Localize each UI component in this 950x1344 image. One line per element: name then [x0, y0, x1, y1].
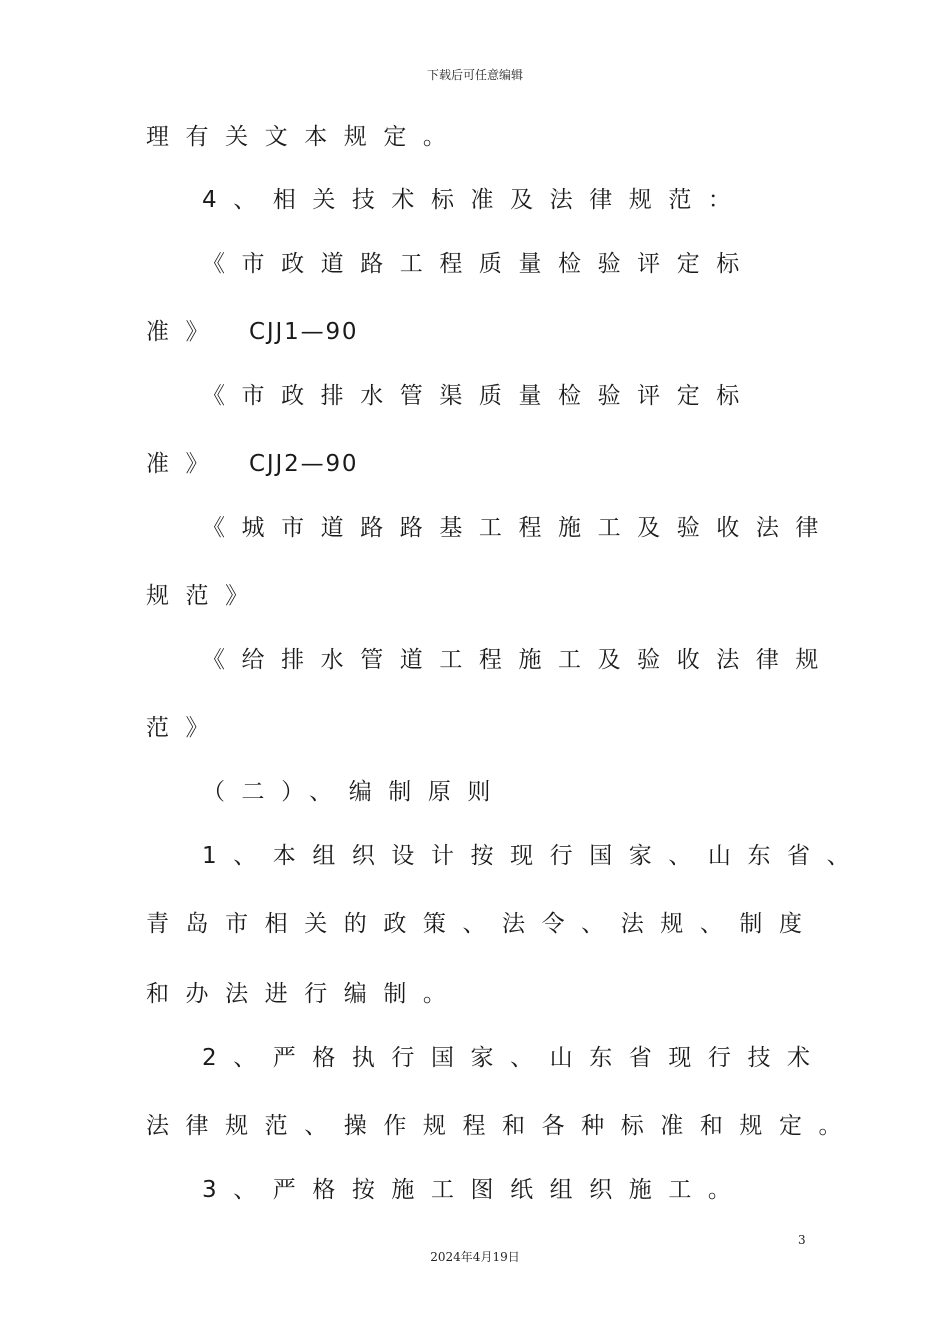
footer-date: 2024年4月19日 [430, 1250, 520, 1264]
page-header: 下载后可任意编辑 [426, 68, 523, 82]
text-line: 《城市道路路基工程施工及验收法律 [202, 515, 835, 541]
text-line: 青岛市相关的政策、法令、法规、制度 [146, 911, 819, 937]
text-fragment: 准》 [146, 319, 226, 345]
standard-code: CJJ2—90 [249, 451, 359, 477]
text-line: 法律规范、操作规程和各种标准和规定。 [146, 1113, 859, 1139]
text-line: 2、严格执行国家、山东省现行技术 [202, 1045, 827, 1071]
text-line: 1、本组织设计按现行国家、山东省、 [202, 843, 867, 869]
text-line [146, 448, 358, 480]
page-number: 3 [798, 1233, 806, 1247]
text-line: 《给排水管道工程施工及验收法律规 [202, 647, 835, 673]
text-line: 范》 [146, 715, 226, 741]
text-line [146, 316, 358, 348]
standard-code: CJJ1—90 [249, 319, 359, 345]
text-line: 规范》 [146, 583, 265, 609]
text-line: 《市政道路工程质量检验评定标 [202, 251, 756, 277]
text-line: 理有关文本规定。 [146, 124, 463, 150]
text-fragment: 准》 [146, 451, 226, 477]
section-heading: （二）、编制原则 [202, 779, 507, 805]
text-line: 《市政排水管渠质量检验评定标 [202, 383, 756, 409]
text-line: 和办法进行编制。 [146, 981, 463, 1007]
text-line: 3、严格按施工图纸组织施工。 [202, 1177, 748, 1203]
text-line: 4、相关技术标准及法律规范： [202, 187, 748, 213]
